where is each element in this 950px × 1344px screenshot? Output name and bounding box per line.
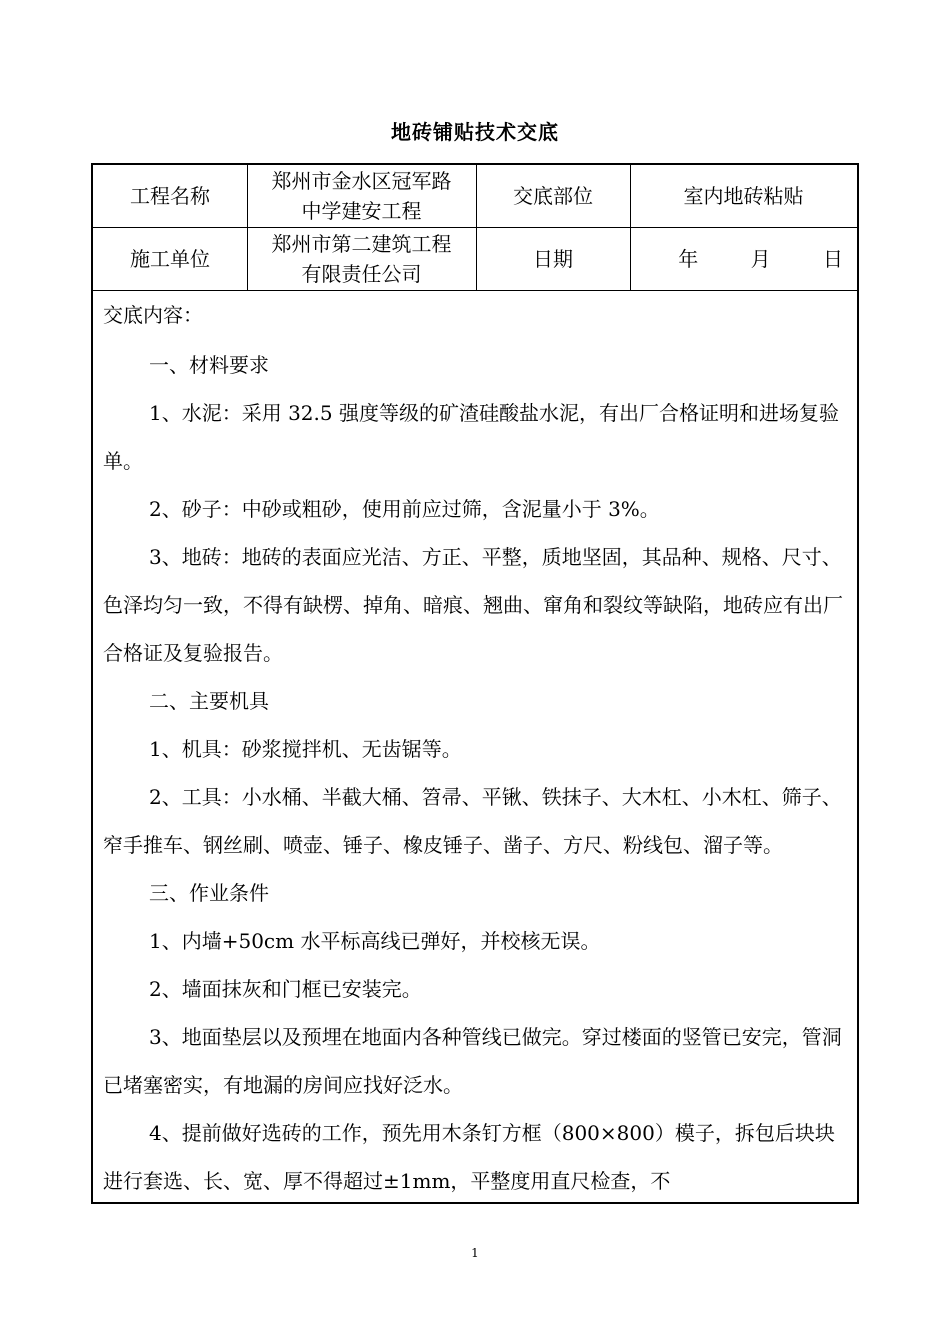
project-name-label: 工程名称 bbox=[130, 184, 210, 208]
row-divider bbox=[93, 290, 857, 291]
construction-unit-line-2: 有限责任公司 bbox=[301, 261, 422, 286]
content-paragraph: 2、砂子：中砂或粗砂，使用前应过筛，含泥量小于 3%。 bbox=[149, 497, 660, 521]
project-name-line-2: 中学建安工程 bbox=[301, 199, 422, 223]
content-paragraph: 1、内墙+50cm 水平标高线已弹好，并校核无误。 bbox=[149, 929, 601, 953]
content-paragraph: 2、墙面抹灰和门框已安装完。 bbox=[149, 977, 422, 1001]
construction-unit-label: 施工单位 bbox=[130, 246, 210, 271]
content-paragraph: 二、主要机具 bbox=[149, 689, 269, 713]
construction-unit-value bbox=[247, 227, 476, 290]
section-value: 室内地砖粘贴 bbox=[683, 184, 804, 208]
date-label: 日期 bbox=[533, 246, 573, 271]
content-paragraph: 一、材料要求 bbox=[149, 353, 269, 377]
content-paragraph: 三、作业条件 bbox=[149, 881, 269, 905]
construction-unit-line-1: 郑州市第二建筑工程 bbox=[271, 231, 452, 256]
content-heading: 交底内容： bbox=[103, 303, 203, 327]
content-paragraph: 3、地面垫层以及预埋在地面内各种管线已做完。穿过楼面的竖管已安完，管洞已堵塞密实，有地漏的房间应找好泛水。 bbox=[103, 1025, 842, 1097]
content-paragraph: 1、机具：砂浆搅拌机、无齿锯等。 bbox=[149, 737, 462, 761]
section-label: 交底部位 bbox=[513, 184, 593, 208]
project-name-value bbox=[247, 165, 476, 227]
disclosure-content bbox=[103, 295, 851, 1205]
document-title: 地砖铺贴技术交底 bbox=[391, 120, 559, 144]
project-name-line-1: 郑州市金水区冠军路 bbox=[271, 169, 452, 193]
content-paragraph: 1、水泥：采用 32.5 强度等级的矿渣硅酸盐水泥，有出厂合格证明和进场复验单。 bbox=[103, 401, 839, 473]
content-paragraph: 4、提前做好选砖的工作，预先用木条钉方框（800×800）模子，拆包后块块进行套选、长、宽、厚不得超过±1mm，平整度用直尺检查，不 bbox=[103, 1121, 835, 1193]
page-number: 1 bbox=[471, 1246, 479, 1260]
content-paragraph: 2、工具：小水桶、半截大桶、笤帚、平锹、铁抹子、大木杠、小木杠、筛子、窄手推车、钢丝刷、喷壶、锤子、橡皮锤子、凿子、方尺、粉线包、溜子等。 bbox=[103, 785, 842, 857]
date-value: 年 月 日 bbox=[678, 246, 843, 271]
disclosure-table bbox=[91, 163, 859, 1204]
content-paragraph: 3、地砖：地砖的表面应光洁、方正、平整，质地坚固，其品种、规格、尺寸、色泽均匀一致，不得有缺楞、掉角、暗痕、翘曲、窜角和裂纹等缺陷，地砖应有出厂合格证及复验报告。 bbox=[103, 545, 843, 665]
